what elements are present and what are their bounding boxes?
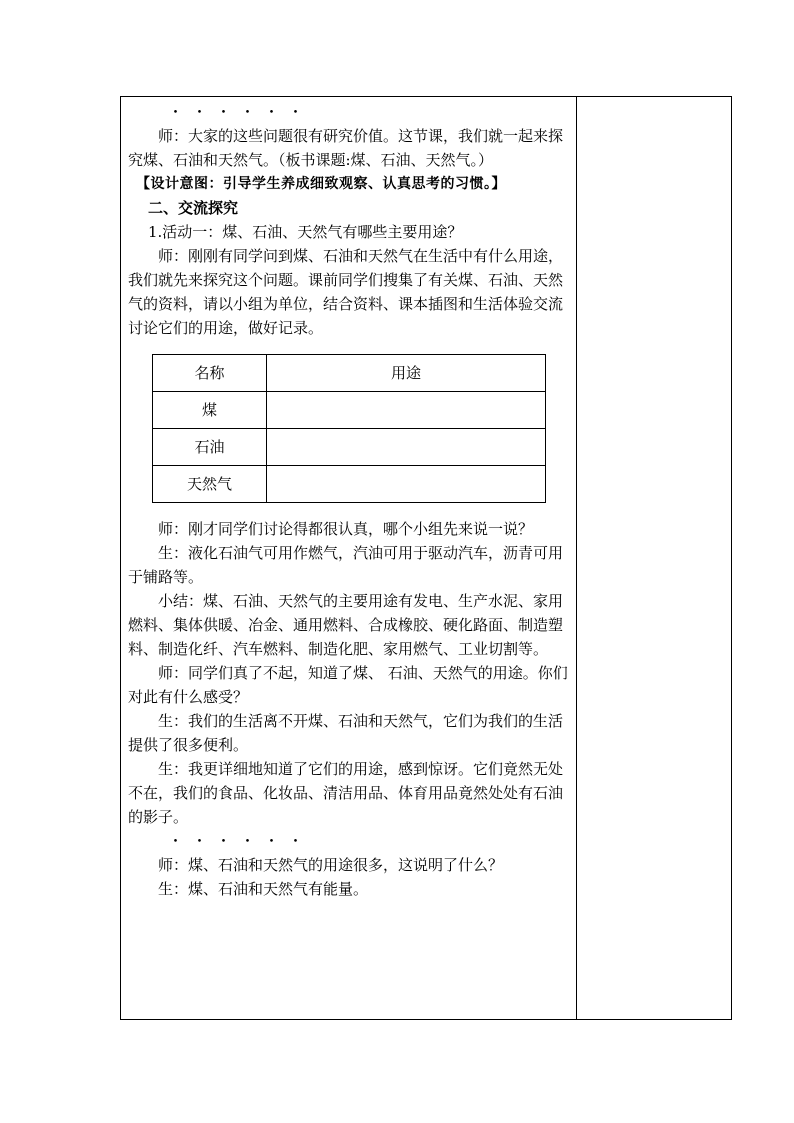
row-use <box>267 466 546 503</box>
summary-line: 小结：煤、石油、天然气的主要用途有发电、生产水泥、家用燃料、集体供暖、冶金、通用燃料、合成橡胶、硬化路面、制造塑料、制造化纤、汽车燃料、制造化肥、家用燃气、工业切割等。 <box>128 592 564 658</box>
ellipsis-dots: ・・・・・・ <box>168 103 313 121</box>
student-line: 生：我更详细地知道了它们的用途，感到惊讶。它们竟然无处不在，我们的食品、化妆品、清洁用品、体育用品竟然处处有石油的影子。 <box>128 760 564 826</box>
teacher-line: 师：煤、石油和天然气的用途很多，这说明了什么？ <box>158 856 504 874</box>
design-intent: 【设计意图：引导学生养成细致观察、认真思考的习惯。】 <box>136 176 506 192</box>
uses-record-table <box>152 354 546 503</box>
row-name: 天然气 <box>153 466 267 503</box>
row-use <box>267 392 546 429</box>
header-name: 名称 <box>153 355 267 392</box>
lesson-content <box>128 100 572 901</box>
header-use: 用途 <box>267 355 546 392</box>
section-heading: 二、交流探究 <box>148 199 239 217</box>
table-header-row <box>153 355 546 392</box>
row-name: 石油 <box>153 429 267 466</box>
student-line: 生：煤、石油和天然气有能量。 <box>158 880 369 898</box>
table-row <box>153 392 546 429</box>
row-use <box>267 429 546 466</box>
student-line: 生：我们的生活离不开煤、石油和天然气，它们为我们的生活提供了很多便利。 <box>128 712 564 754</box>
teacher-line: 师：刚刚有同学问到煤、石油和天然气在生活中有什么用途，我们就先来探究这个问题。课前同学们搜集了有关煤、石油、天然气的资料，请以小组为单位，结合资料、课本插图和生活体验交流讨论它们的用途，做好记录。 <box>128 247 564 337</box>
notes-column-divider <box>576 96 577 1020</box>
activity-heading: 1.活动一：煤、石油、天然气有哪些主要用途？ <box>148 223 463 241</box>
teacher-line: 师：同学们真了不起，知道了煤、 石油、天然气的用途。你们对此有什么感受？ <box>128 664 568 706</box>
table-row <box>153 466 546 503</box>
table-row <box>153 429 546 466</box>
row-name: 煤 <box>153 392 267 429</box>
teacher-line: 师：大家的这些问题很有研究价值。这节课，我们就一起来探究煤、石油和天然气。（板书课题:煤、石油、天然气。） <box>128 127 564 169</box>
student-line: 生：液化石油气可用作燃气，汽油可用于驱动汽车，沥青可用于铺路等。 <box>128 544 564 586</box>
ellipsis-dots: ・・・・・・ <box>168 832 313 850</box>
teacher-line: 师：刚才同学们讨论得都很认真，哪个小组先来说一说？ <box>158 520 534 538</box>
